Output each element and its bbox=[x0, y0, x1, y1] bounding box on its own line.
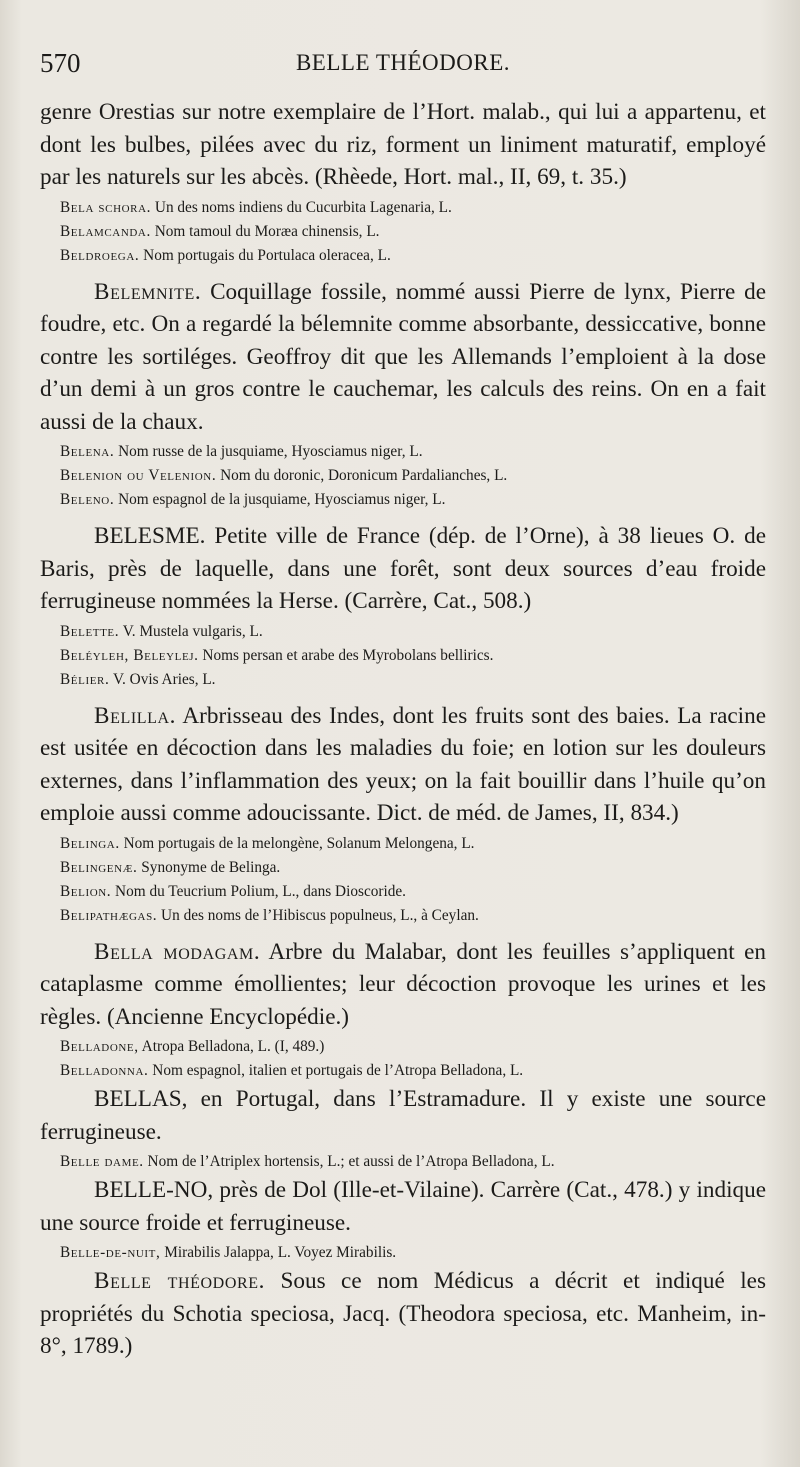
entry-head: Belladone, bbox=[60, 1038, 139, 1055]
entry-text: près de Dol (Ille-et-Vilaine). Carrère (Cat., 478.) y indique une source froide et ferrugineuse. bbox=[40, 1177, 767, 1236]
entry-belena bbox=[40, 440, 766, 464]
running-title: BELLE THÉODORE. bbox=[295, 50, 511, 75]
entry-head: Belle théodore. bbox=[94, 1268, 266, 1294]
entry-head: Belemnite. bbox=[94, 278, 202, 305]
entry-head: BELLE-NO, bbox=[94, 1177, 214, 1203]
entry-bella-modagam bbox=[40, 936, 766, 1034]
entry-head: BELESME. bbox=[94, 523, 206, 549]
entry-belesme bbox=[40, 520, 766, 618]
entry-head: Belipathægas. bbox=[60, 906, 158, 924]
entry-text: Nom du Teucrium Polium, L., dans Dioscoride. bbox=[115, 882, 407, 900]
entry-text: Nom russe de la jusquiame, Hyosciamus niger, L. bbox=[118, 443, 423, 460]
entry-text: V. Mustela vulgaris, L. bbox=[122, 622, 263, 640]
entry-head: Belle dame. bbox=[60, 1153, 144, 1170]
entry-belle-theodore bbox=[40, 1265, 766, 1363]
entry-belle-de-nuit bbox=[40, 1241, 766, 1265]
entry-head: Belenion ou Velenion. bbox=[60, 467, 217, 484]
entry-text: Noms persan et arabe des Myrobolans bellirics. bbox=[202, 646, 494, 664]
entry-head: Bella modagam. bbox=[94, 938, 261, 965]
entry-head: Belilla. bbox=[94, 702, 177, 729]
entry-text: V. Ovis Aries, L. bbox=[112, 670, 216, 688]
entry-text: Sous ce nom Médicus a décrit et indiqué les propriétés du Schotia speciosa, Jacq. (Theodora speciosa, etc. Manheim, in-8°, 1789.) bbox=[40, 1268, 766, 1359]
entry-text: Un des noms indiens du Cucurbita Lagenaria, L. bbox=[154, 198, 452, 216]
entry-head: Bela schora. bbox=[60, 198, 152, 216]
entry-belipathaegas bbox=[40, 904, 766, 928]
entry-belilla bbox=[40, 700, 766, 830]
entry-text: Petite ville de France (dép. de l’Orne), à 38 lieues O. de Baris, près de laquelle, dans une forêt, sont deux sources d’eau froide ferrugineuse nommées la Herse. (Carrère, Cat., 508.) bbox=[40, 523, 766, 614]
entry-beleyleh bbox=[40, 644, 766, 668]
entry-head: Belette. bbox=[60, 622, 120, 640]
entry-belette bbox=[40, 620, 766, 644]
entry-text: Nom espagnol de la jusquiame, Hyosciamus niger, L. bbox=[118, 491, 446, 508]
entry-head: Belena. bbox=[60, 443, 115, 460]
entry-belion bbox=[40, 880, 766, 904]
entry-belladone bbox=[40, 1035, 766, 1059]
entry-head: Bélier. bbox=[60, 670, 110, 688]
entry-head: Belinga. bbox=[60, 834, 120, 852]
entry-head: Belamcanda. bbox=[60, 222, 151, 240]
entry-text: genre Orestias sur notre exemplaire de l’Hort. malab., qui lui a appartenu, et dont les bulbes, pilées avec du riz, forment un liniment maturatif, employé par les naturels sur les abcès. (Rhèede, Hort. mal., II, 69, t. 35.) bbox=[40, 99, 766, 190]
entry-text: Coquillage fossile, nommé aussi Pierre de lynx, Pierre de foudre, etc. On a regardé la bélemnite comme absorbante, dessiccative, bonne contre les sortiléges. Geoffroy dit que les Allemands l’emploient à la dose d’un demi à un gros contre le cauchemar, les calculs des reins. On en a fait aussi de la chaux. bbox=[40, 278, 766, 435]
entry-head: Belladonna. bbox=[60, 1062, 149, 1079]
entry-head: Beleno. bbox=[60, 491, 115, 508]
entry-bela-schora bbox=[40, 196, 766, 220]
entry-belamcanda bbox=[40, 220, 766, 244]
entry-head: Beldroega. bbox=[60, 246, 140, 264]
entry-head: Beléyleh, Beleylej. bbox=[60, 646, 199, 664]
entry-text: Atropa Belladona, L. (I, 489.) bbox=[141, 1038, 325, 1055]
entry-belemnite bbox=[40, 276, 766, 439]
entry-beleno bbox=[40, 488, 766, 512]
entry-text: Arbrisseau des Indes, dont les fruits sont des baies. La racine est usitée en décoction dans les maladies du foie; en lotion sur les douleurs externes, dans l’inflammation des yeux; on la fait bouillir dans l’huile qu’on emploie aussi comme adoucissante. Dict. de méd. de James, II, 834.) bbox=[40, 702, 766, 826]
page-number: 570 bbox=[40, 48, 81, 78]
entry-text: Mirabilis Jalappa, L. Voyez Mirabilis. bbox=[164, 1244, 397, 1261]
entry-belladonna bbox=[40, 1059, 766, 1083]
entry-belenion bbox=[40, 464, 766, 488]
entry-text: Nom tamoul du Moræa chinensis, L. bbox=[154, 222, 380, 240]
entry-text: Nom espagnol, italien et portugais de l’Atropa Belladona, L. bbox=[152, 1062, 524, 1079]
entry-head: Belion. bbox=[60, 882, 112, 900]
entry-text: Un des noms de l’Hibiscus populneus, L., à Ceylan. bbox=[161, 906, 479, 924]
entry-continuation bbox=[40, 96, 766, 194]
entry-head: Belle-de-nuit, bbox=[60, 1244, 161, 1261]
entry-belingenae bbox=[40, 856, 766, 880]
page-header bbox=[40, 48, 766, 92]
entry-head: BELLAS, bbox=[94, 1086, 188, 1112]
entry-text: en Portugal, dans l’Estramadure. Il y existe une source ferrugineuse. bbox=[40, 1086, 767, 1145]
entry-bellas bbox=[40, 1083, 766, 1148]
entry-head: Belingenæ. bbox=[60, 858, 138, 876]
entry-text: Nom portugais du Portulaca oleracea, L. bbox=[143, 246, 391, 264]
entry-text: Arbre du Malabar, dont les feuilles s’appliquent en cataplasme comme émollientes; leur décoction provoque les urines et les règles. (Ancienne Encyclopédie.) bbox=[40, 938, 767, 1030]
entry-text: Nom du doronic, Doronicum Pardalianches, L. bbox=[220, 467, 508, 484]
entry-text: Nom de l’Atriplex hortensis, L.; et aussi de l’Atropa Belladona, L. bbox=[147, 1153, 555, 1170]
entry-belier bbox=[40, 668, 766, 692]
entry-text: Synonyme de Belinga. bbox=[141, 858, 281, 876]
entry-text: Nom portugais de la melongène, Solanum Melongena, L. bbox=[123, 834, 475, 852]
entry-beldroega bbox=[40, 244, 766, 268]
entry-belinga bbox=[40, 832, 766, 856]
entry-belle-dame bbox=[40, 1150, 766, 1174]
entry-belle-no bbox=[40, 1174, 766, 1239]
